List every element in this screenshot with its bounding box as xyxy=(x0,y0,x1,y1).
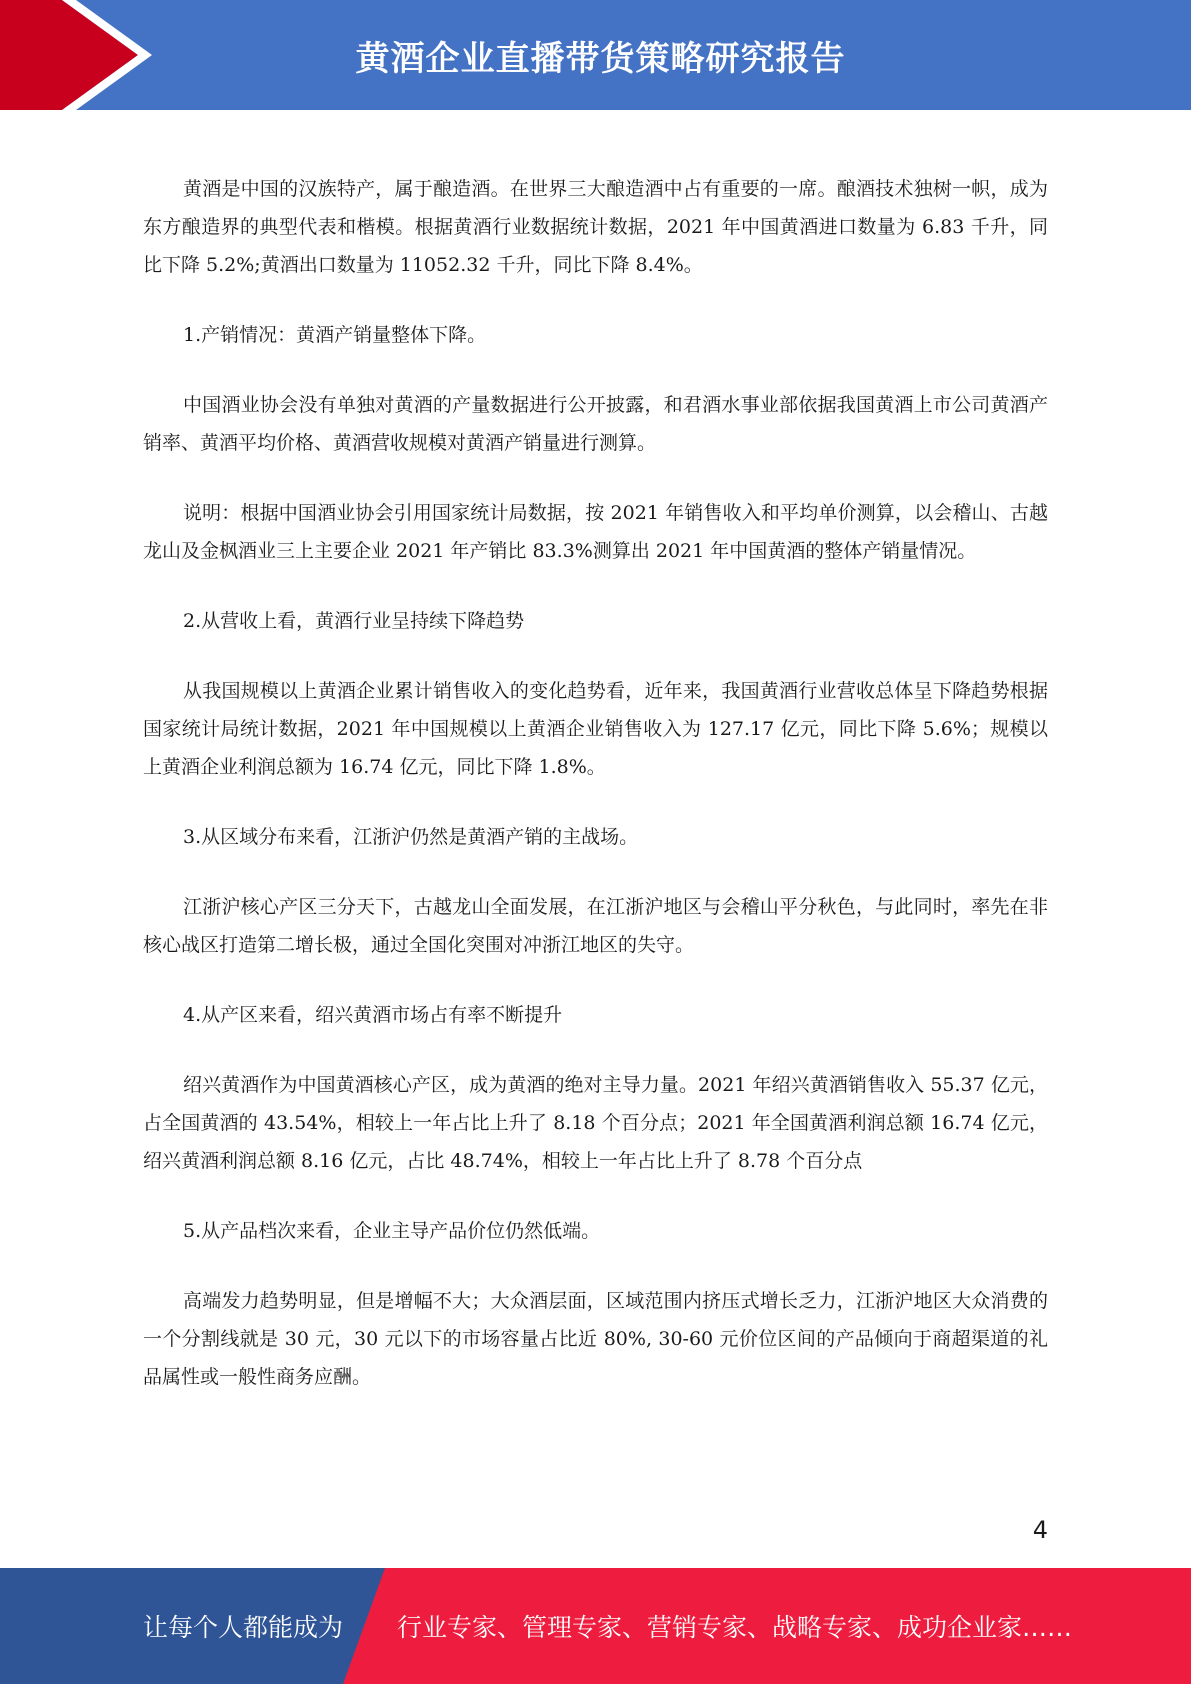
body-paragraph: 高端发力趋势明显，但是增幅不大；大众酒层面，区域范围内挤压式增长乏力，江浙沪地区大众消费的一个分割线就是 30 元，30 元以下的市场容量占比近 80%, 30-60 元价位区间的产品倾向于商超渠道的礼品属性或一般性商务应酬。 xyxy=(143,1290,1048,1388)
body-paragraph: 绍兴黄酒作为中国黄酒核心产区，成为黄酒的绝对主导力量。2021 年绍兴黄酒销售收入 55.37 亿元，占全国黄酒的 43.54%，相较上一年占比上升了 8.18 个百分点；2021 年全国黄酒利润总额 16.74 亿元，绍兴黄酒利润总额 8.16 亿元，占比 48.74%，相较上一年占比上升了 8.78 个百分点 xyxy=(143,1074,1048,1172)
body-paragraph: 江浙沪核心产区三分天下，古越龙山全面发展，在江浙沪地区与会稽山平分秋色，与此同时，率先在非核心战区打造第二增长极，通过全国化突围对冲浙江地区的失守。 xyxy=(143,896,1048,956)
note-paragraph: 说明：根据中国酒业协会引用国家统计局数据，按 2021 年销售收入和平均单价测算，以会稽山、古越龙山及金枫酒业三上主要企业 2021 年产销比 83.3%测算出 2021 年中国黄酒的整体产销量情况。 xyxy=(143,502,1048,562)
section-heading-4: 4.从产区来看，绍兴黄酒市场占有率不断提升 xyxy=(183,1004,563,1026)
section-heading-1: 1.产销情况：黄酒产销量整体下降。 xyxy=(183,324,487,346)
footer-slogan-right: 行业专家、管理专家、营销专家、战略专家、成功企业家…… xyxy=(397,1613,1073,1642)
section-heading-2: 2.从营收上看，黄酒行业呈持续下降趋势 xyxy=(183,610,525,632)
document-body xyxy=(143,170,1048,1428)
body-paragraph: 从我国规模以上黄酒企业累计销售收入的变化趋势看，近年来，我国黄酒行业营收总体呈下降趋势根据国家统计局统计数据，2021 年中国规模以上黄酒企业销售收入为 127.17 亿元，同比下降 5.6%；规模以上黄酒企业利润总额为 16.74 亿元，同比下降 1.8%。 xyxy=(143,680,1048,778)
report-title: 黄酒企业直播带货策略研究报告 xyxy=(355,38,846,79)
section-heading-5: 5.从产品档次来看，企业主导产品价位仍然低端。 xyxy=(183,1220,601,1242)
section-heading-3: 3.从区域分布来看，江浙沪仍然是黄酒产销的主战场。 xyxy=(183,826,639,848)
body-paragraph: 中国酒业协会没有单独对黄酒的产量数据进行公开披露，和君酒水事业部依据我国黄酒上市公司黄酒产销率、黄酒平均价格、黄酒营收规模对黄酒产销量进行测算。 xyxy=(143,394,1048,454)
footer-slogan-left: 让每个人都能成为 xyxy=(143,1613,344,1642)
intro-paragraph: 黄酒是中国的汉族特产，属于酿造酒。在世界三大酿造酒中占有重要的一席。酿酒技术独树一帜，成为东方酿造界的典型代表和楷模。根据黄酒行业数据统计数据，2021 年中国黄酒进口数量为 6.83 千升，同比下降 5.2%;黄酒出口数量为 11052.32 千升，同比下降 8.4%。 xyxy=(143,178,1048,276)
header-chevron-decoration xyxy=(0,0,160,110)
page-header xyxy=(0,0,1191,110)
page-footer xyxy=(0,1568,1191,1684)
page-number: 4 xyxy=(1032,1516,1048,1544)
